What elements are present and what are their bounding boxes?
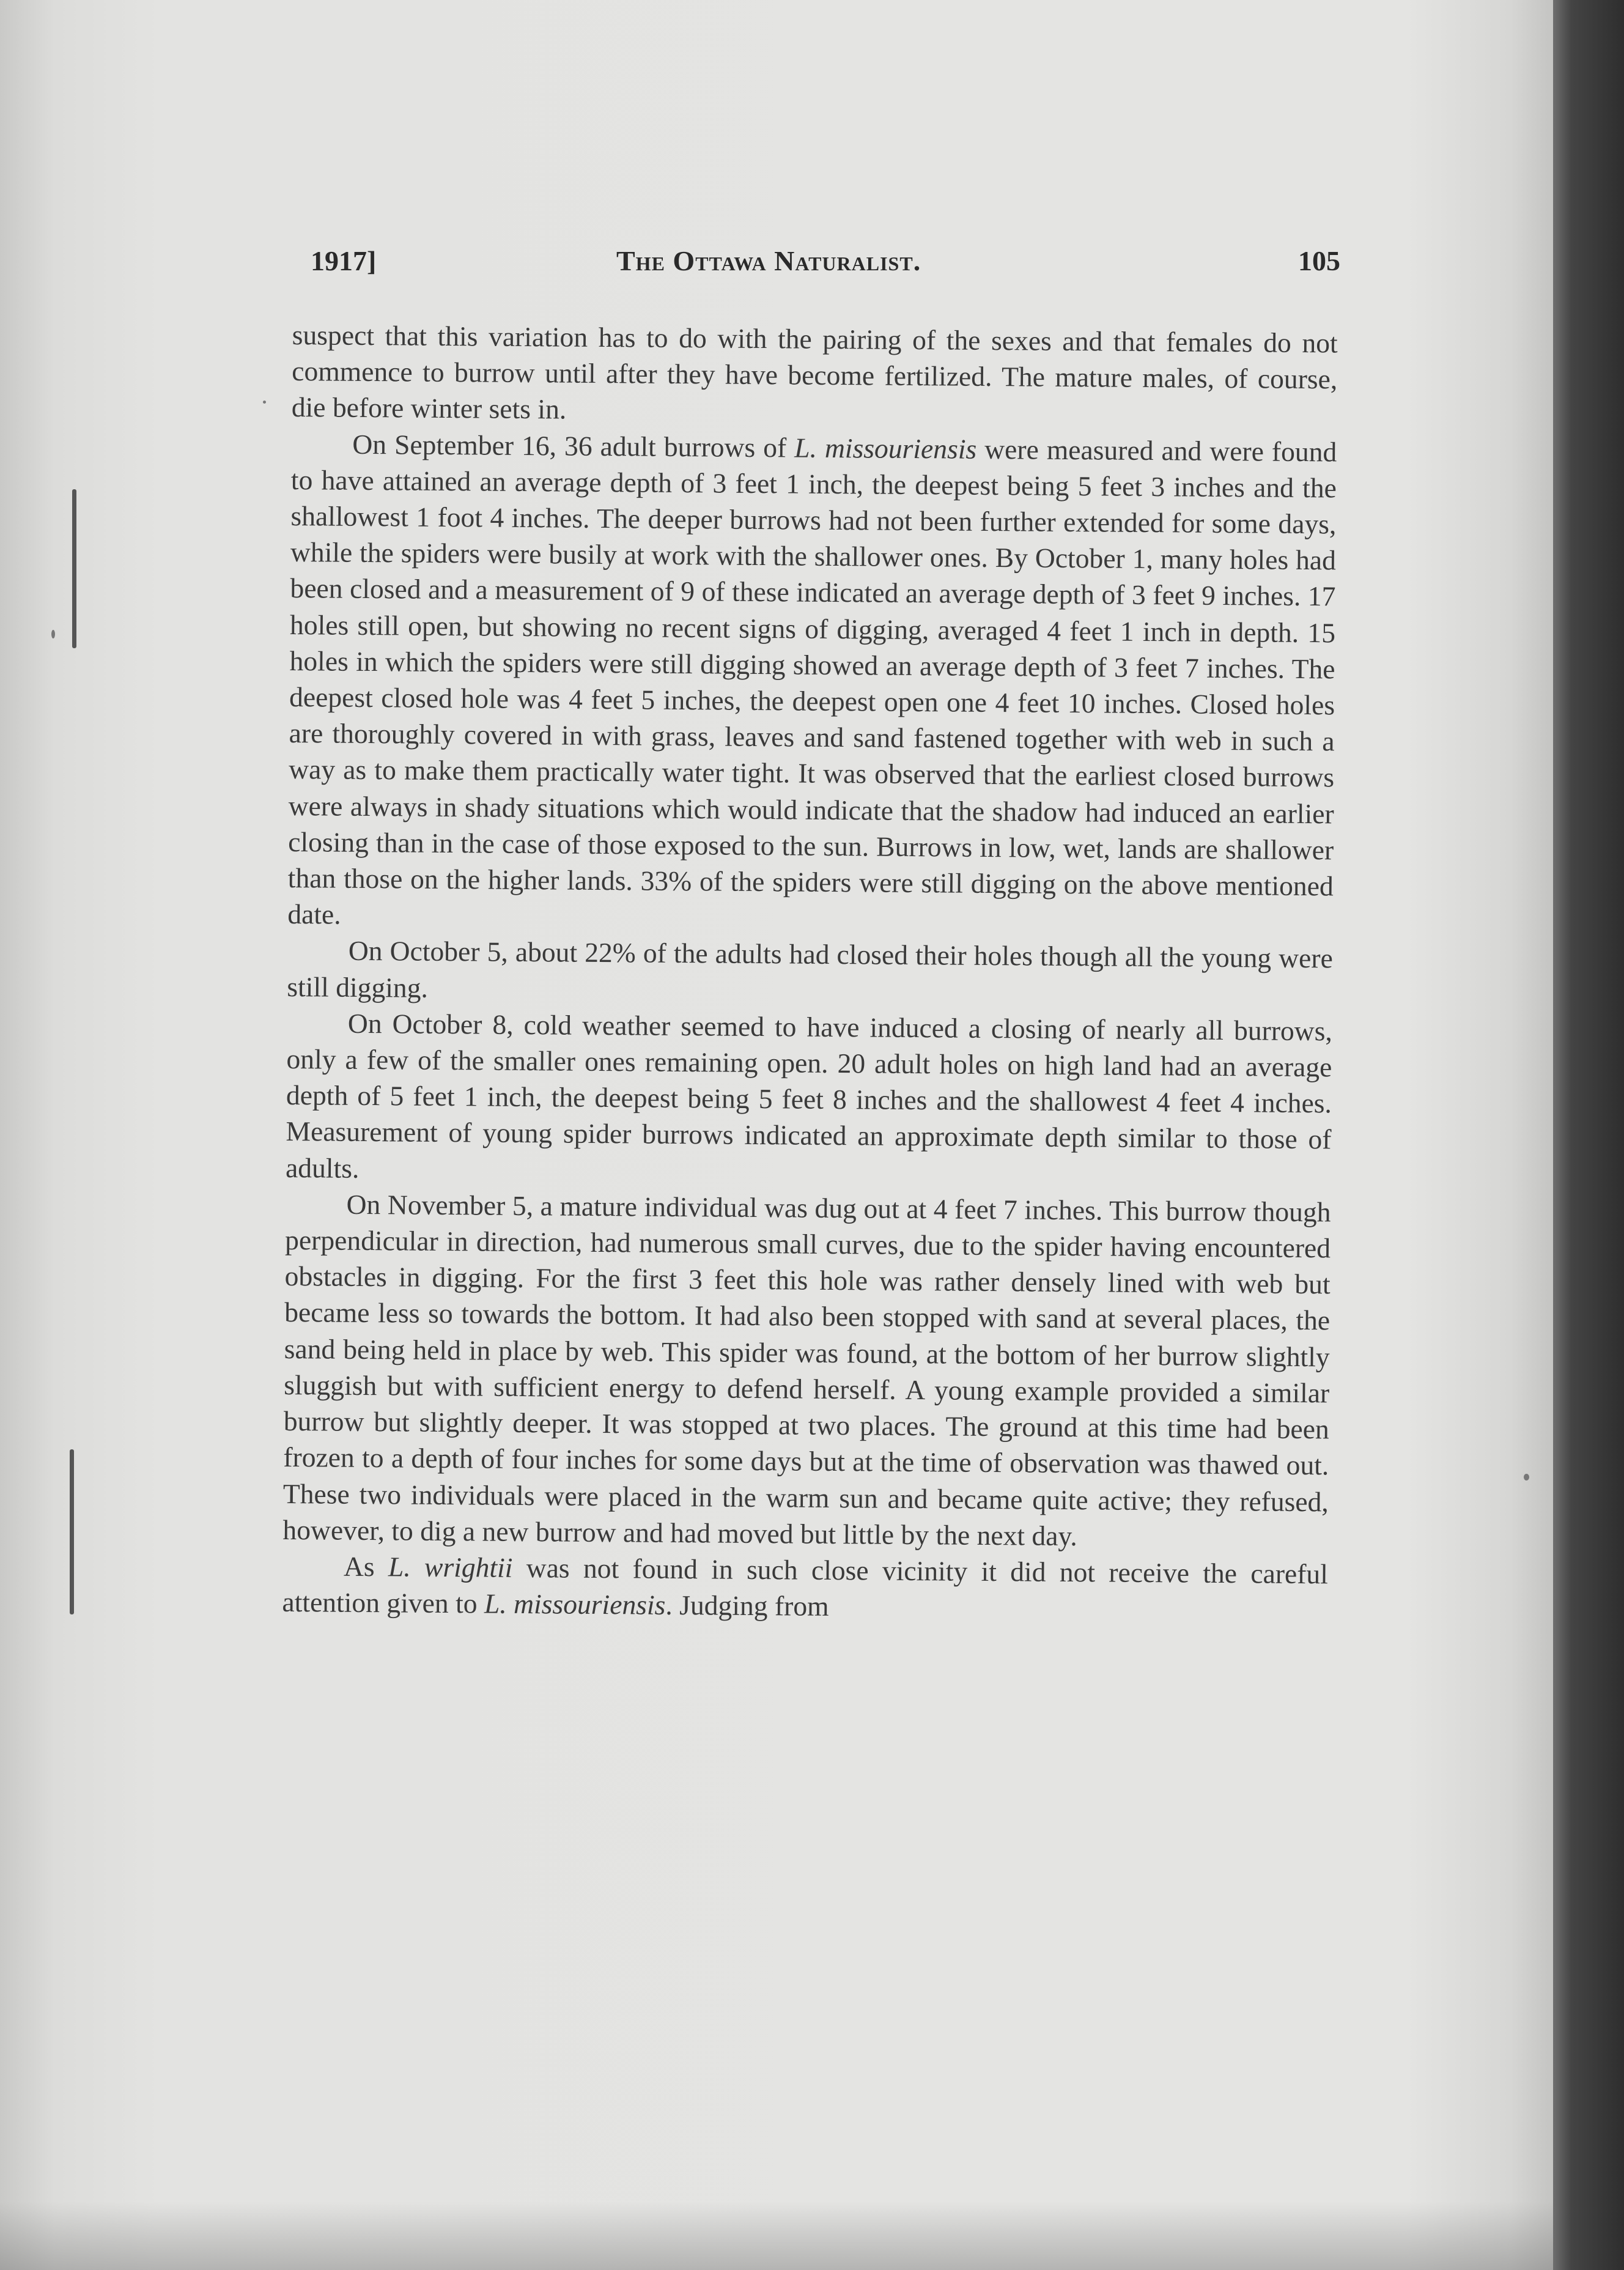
text-run: were measured and were found to have attained an average depth of 3 feet 1 inch, the deepest being 5 feet 3 inches and the shallowest 1 foot 4 inches. The deeper burrows had not been further extended for some days, while the spiders were busily at work with the shallower ones. By October 1, many holes had been closed and a measurement of 9 of these indicated an average depth of 3 feet 9 inches. 17 holes still open, but showing no recent signs of digging, averaged 4 feet 1 inch in depth. 15 holes in which the spiders were still digging showed an average depth of 3 feet 7 inches. The deepest closed hole was 4 feet 5 inches, the deepest open one 4 feet 10 inches. Closed holes are thoroughly covered in with grass, leaves and sand fastened together with web in such a way as to make them practically water tight. It was observed that the earliest closed burrows were always in shady situations which would indicate that the shadow had induced an earlier closing than in the case of those exposed to the sun. Burrows in low, wet, lands are shallower than those on the higher lands. 33% of the spiders were still digging on the above mentioned date. xyxy=(287,433,1337,930)
page-shadow xyxy=(0,2202,1553,2270)
text-run: On October 8, cold weather seemed to have induced a closing of nearly all burrows, only a few of the smaller ones remaining open. 20 adult holes on high land had an average depth of 5 feet 1 inch, the deepest being 5 feet 8 inches and the shallowest 4 feet 4 inches. Measurement of young spider burrows indicated an approximate depth similar to those of adults. xyxy=(285,1007,1333,1184)
scan-speck xyxy=(1524,1474,1529,1481)
running-header xyxy=(311,245,1340,287)
paragraph xyxy=(286,1005,1332,1194)
species-name: L. missouriensis xyxy=(484,1588,666,1621)
text-run: . Judging from xyxy=(665,1589,829,1622)
page-number: 105 xyxy=(1298,245,1340,276)
text-run: On November 5, a mature individual was dug out at 4 feet 7 inches. This burrow though perpendicular in direction, had numerous small curves, due to the spider having encountered obstacles in digging. For the first 3 feet this hole was rather densely lined with web but became less so towards the bottom. It had also been stopped with sand at several places, the sand being held in place by web. This spider was found, at the bottom of her burrow slightly sluggish but with sufficient energy to defend herself. A young example provided a similar burrow but slightly deeper. It was stopped at two places. The ground at this time had been frozen to a depth of four inches for some days but at the time of observation was thawed out. These two individuals were placed in the warm sun and became quite active; they refused, however, to dig a new burrow and had moved but little by the next day. xyxy=(282,1188,1331,1551)
text-run: On October 5, about 22% of the adults had closed their holes though all the young were still digging. xyxy=(287,935,1334,1004)
article-body xyxy=(279,317,1338,1976)
text-run: On September 16, 36 adult burrows of xyxy=(352,428,795,464)
text-run: was not found in such close vicinity it did not receive the careful attention given to xyxy=(282,1551,1329,1619)
species-name: L. missouriensis xyxy=(794,432,977,465)
paragraph xyxy=(282,1186,1331,1556)
paragraph xyxy=(282,1548,1328,1629)
scan-speck xyxy=(51,630,55,638)
text-run: As xyxy=(343,1550,389,1583)
paragraph xyxy=(292,317,1338,434)
scanner-edge xyxy=(1553,0,1624,2270)
binding-mark xyxy=(72,489,76,648)
paragraph xyxy=(287,426,1337,941)
binding-mark xyxy=(70,1449,74,1614)
paragraph xyxy=(287,932,1333,1013)
text-run: suspect that this variation has to do with the pairing of the sexes and that females do not commence to burrow until after they have become fertilized. The mature males, of course, die before winter sets in. xyxy=(291,319,1338,425)
header-year: 1917] xyxy=(311,245,377,276)
journal-title: The Ottawa Naturalist. xyxy=(616,245,921,276)
species-name: L. wrightii xyxy=(388,1551,513,1583)
scan-speck xyxy=(263,401,266,404)
